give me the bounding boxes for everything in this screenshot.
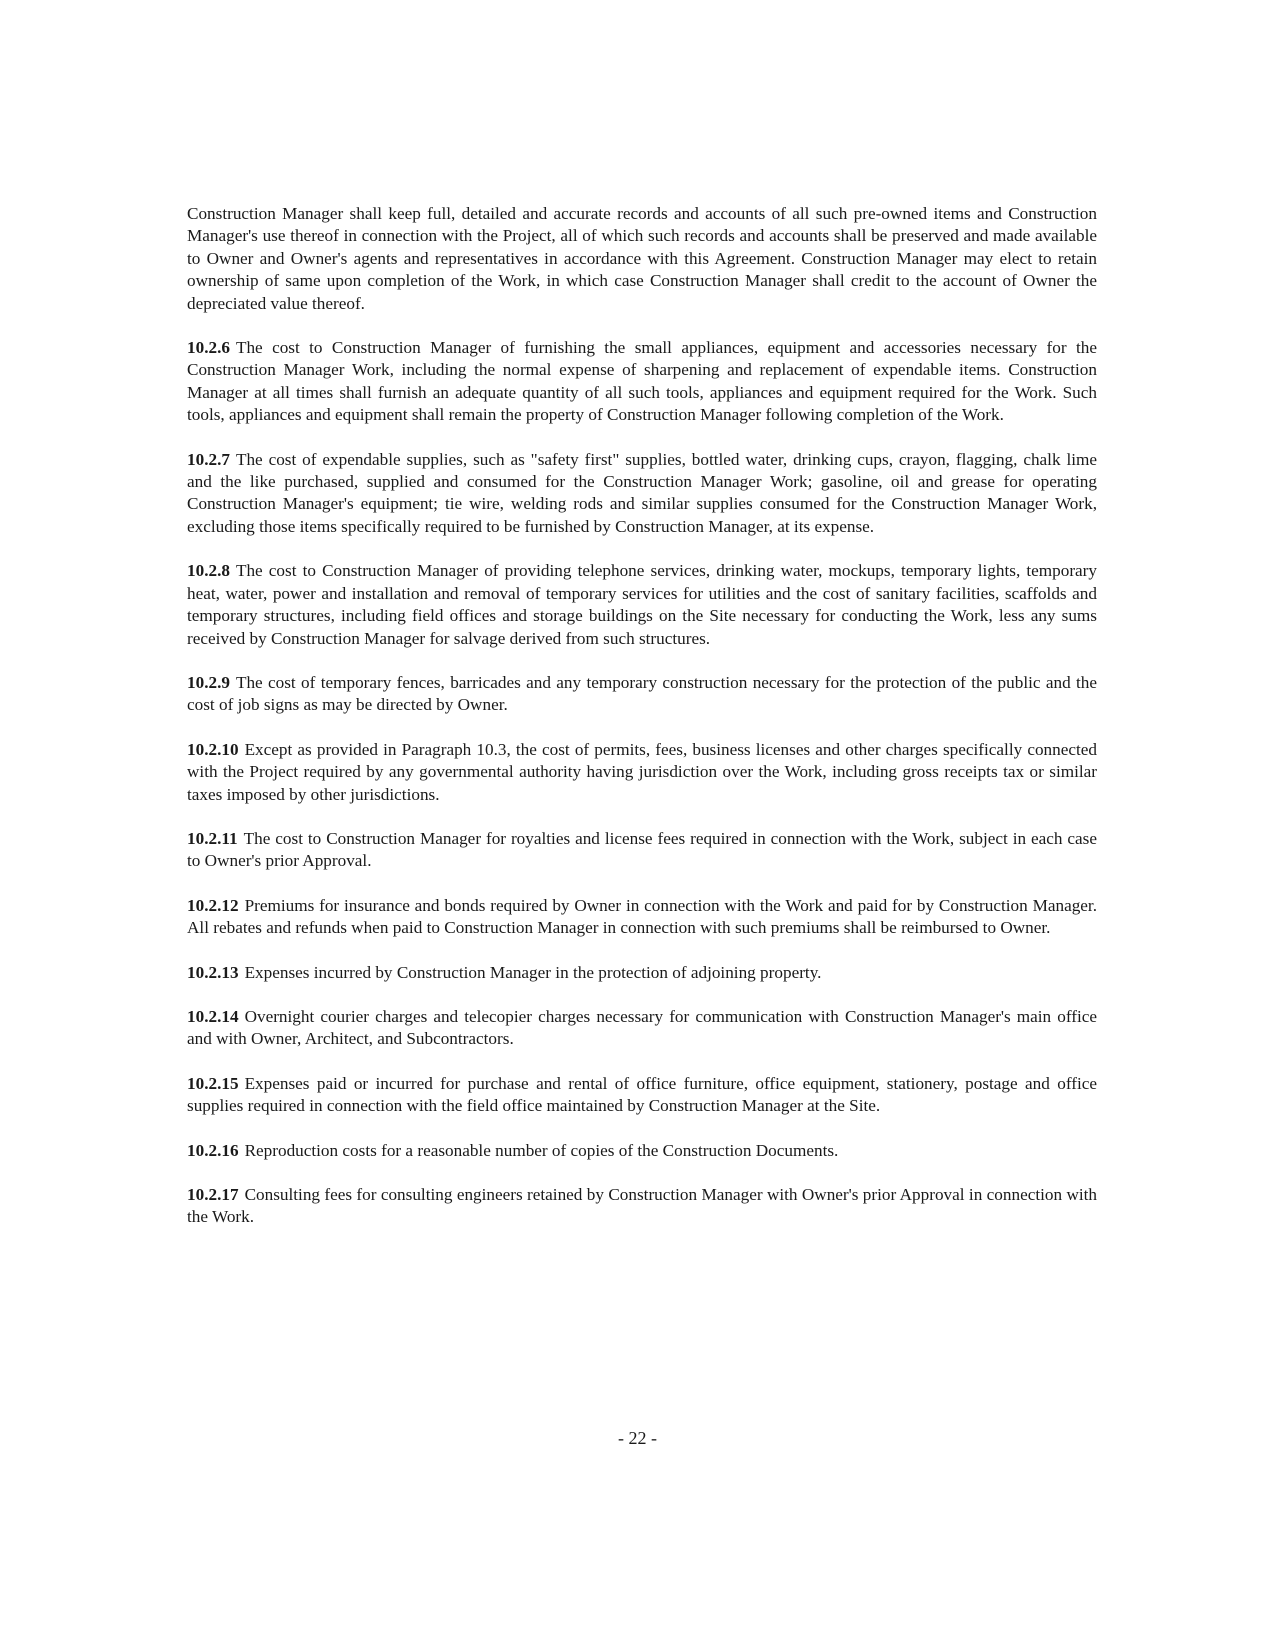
section-10-2-7: [187, 449, 1097, 539]
section-10-2-15: [187, 1073, 1097, 1118]
section-text: Except as provided in Paragraph 10.3, the cost of permits, fees, business licenses and other charges specifically connected with the Project required by any governmental authority having jurisdiction over the Work, including gross receipts tax or similar taxes imposed by other jurisdictions.: [187, 739, 1097, 804]
section-text: The cost of temporary fences, barricades and any temporary construction necessary for the protection of the public and the cost of job signs as may be directed by Owner.: [187, 672, 1097, 715]
section-10-2-9: [187, 672, 1097, 717]
section-text: The cost of expendable supplies, such as "safety first" supplies, bottled water, drinking cups, crayon, flagging, chalk lime and the like purchased, supplied and consumed for the Construction Manager Work; gasoline, oil and grease for operating Construction Manager's equipment; tie wire, welding rods and similar supplies consumed for the Construction Manager Work, excluding those items specifically required to be furnished by Construction Manager, at its expense.: [187, 449, 1097, 536]
section-10-2-8: [187, 560, 1097, 650]
section-10-2-10: [187, 739, 1097, 806]
section-10-2-17: [187, 1184, 1097, 1229]
section-number: 10.2.9: [187, 672, 230, 692]
section-10-2-14: [187, 1006, 1097, 1051]
intro-paragraph: Construction Manager shall keep full, detailed and accurate records and accounts of all such pre-owned items and Construction Manager's use thereof in connection with the Project, all of which such records and accounts shall be preserved and made available to Owner and Owner's agents and representatives in accordance with this Agreement. Construction Manager may elect to retain ownership of same upon completion of the Work, in which case Construction Manager shall credit to the account of Owner the depreciated value thereof.: [187, 204, 1097, 313]
section-number: 10.2.15: [187, 1073, 239, 1093]
section-number: 10.2.8: [187, 561, 230, 581]
section-number: 10.2.7: [187, 449, 230, 469]
section-text: Expenses paid or incurred for purchase and rental of office furniture, office equipment, stationery, postage and office supplies required in connection with the field office maintained by Construction Manager at the Site.: [187, 1073, 1097, 1116]
document-body: [187, 203, 1097, 1251]
section-number: 10.2.17: [187, 1185, 239, 1204]
section-text: The cost to Construction Manager of providing telephone services, drinking water, mockups, temporary lights, temporary heat, water, power and installation and removal of temporary services for utilities and the cost of sanitary facilities, scaffolds and temporary structures, including field offices and storage buildings on the Site necessary for conducting the Work, less any sums received by Construction Manager for salvage derived from such structures.: [187, 561, 1097, 648]
section-number: 10.2.12: [187, 895, 239, 915]
section-10-2-12: [187, 895, 1097, 940]
page-number: - 22 -: [618, 1428, 657, 1448]
section-text: The cost to Construction Manager of furnishing the small appliances, equipment and accessories necessary for the Construction Manager Work, including the normal expense of sharpening and replacement of expendable items. Construction Manager at all times shall furnish an adequate quantity of all such tools, appliances and equipment required for the Work. Such tools, appliances and equipment shall remain the property of Construction Manager following completion of the Work.: [187, 338, 1097, 425]
section-text: Reproduction costs for a reasonable number of copies of the Construction Documents.: [244, 1140, 839, 1160]
section-number: 10.2.6: [187, 338, 230, 358]
section-number: 10.2.11: [187, 828, 238, 848]
section-number: 10.2.16: [187, 1140, 239, 1160]
section-number: 10.2.10: [187, 739, 239, 759]
section-text: Expenses incurred by Construction Manager in the protection of adjoining property.: [244, 962, 822, 982]
section-text: Overnight courier charges and telecopier charges necessary for communication with Construction Manager's main office and with Owner, Architect, and Subcontractors.: [187, 1006, 1097, 1049]
section-10-2-13: [187, 962, 1097, 984]
section-10-2-11: [187, 828, 1097, 873]
section-text: The cost to Construction Manager for royalties and license fees required in connection with the Work, subject in each case to Owner's prior Approval.: [187, 828, 1097, 871]
section-text: Premiums for insurance and bonds required by Owner in connection with the Work and paid for by Construction Manager. All rebates and refunds when paid to Construction Manager in connection with such premiums shall be reimbursed to Owner.: [187, 895, 1097, 938]
section-number: 10.2.13: [187, 962, 239, 982]
section-10-2-6: [187, 337, 1097, 427]
section-10-2-16: [187, 1140, 1097, 1162]
section-number: 10.2.14: [187, 1006, 239, 1026]
section-text: Consulting fees for consulting engineers retained by Construction Manager with Owner's prior Approval in connection with the Work.: [187, 1185, 1097, 1227]
